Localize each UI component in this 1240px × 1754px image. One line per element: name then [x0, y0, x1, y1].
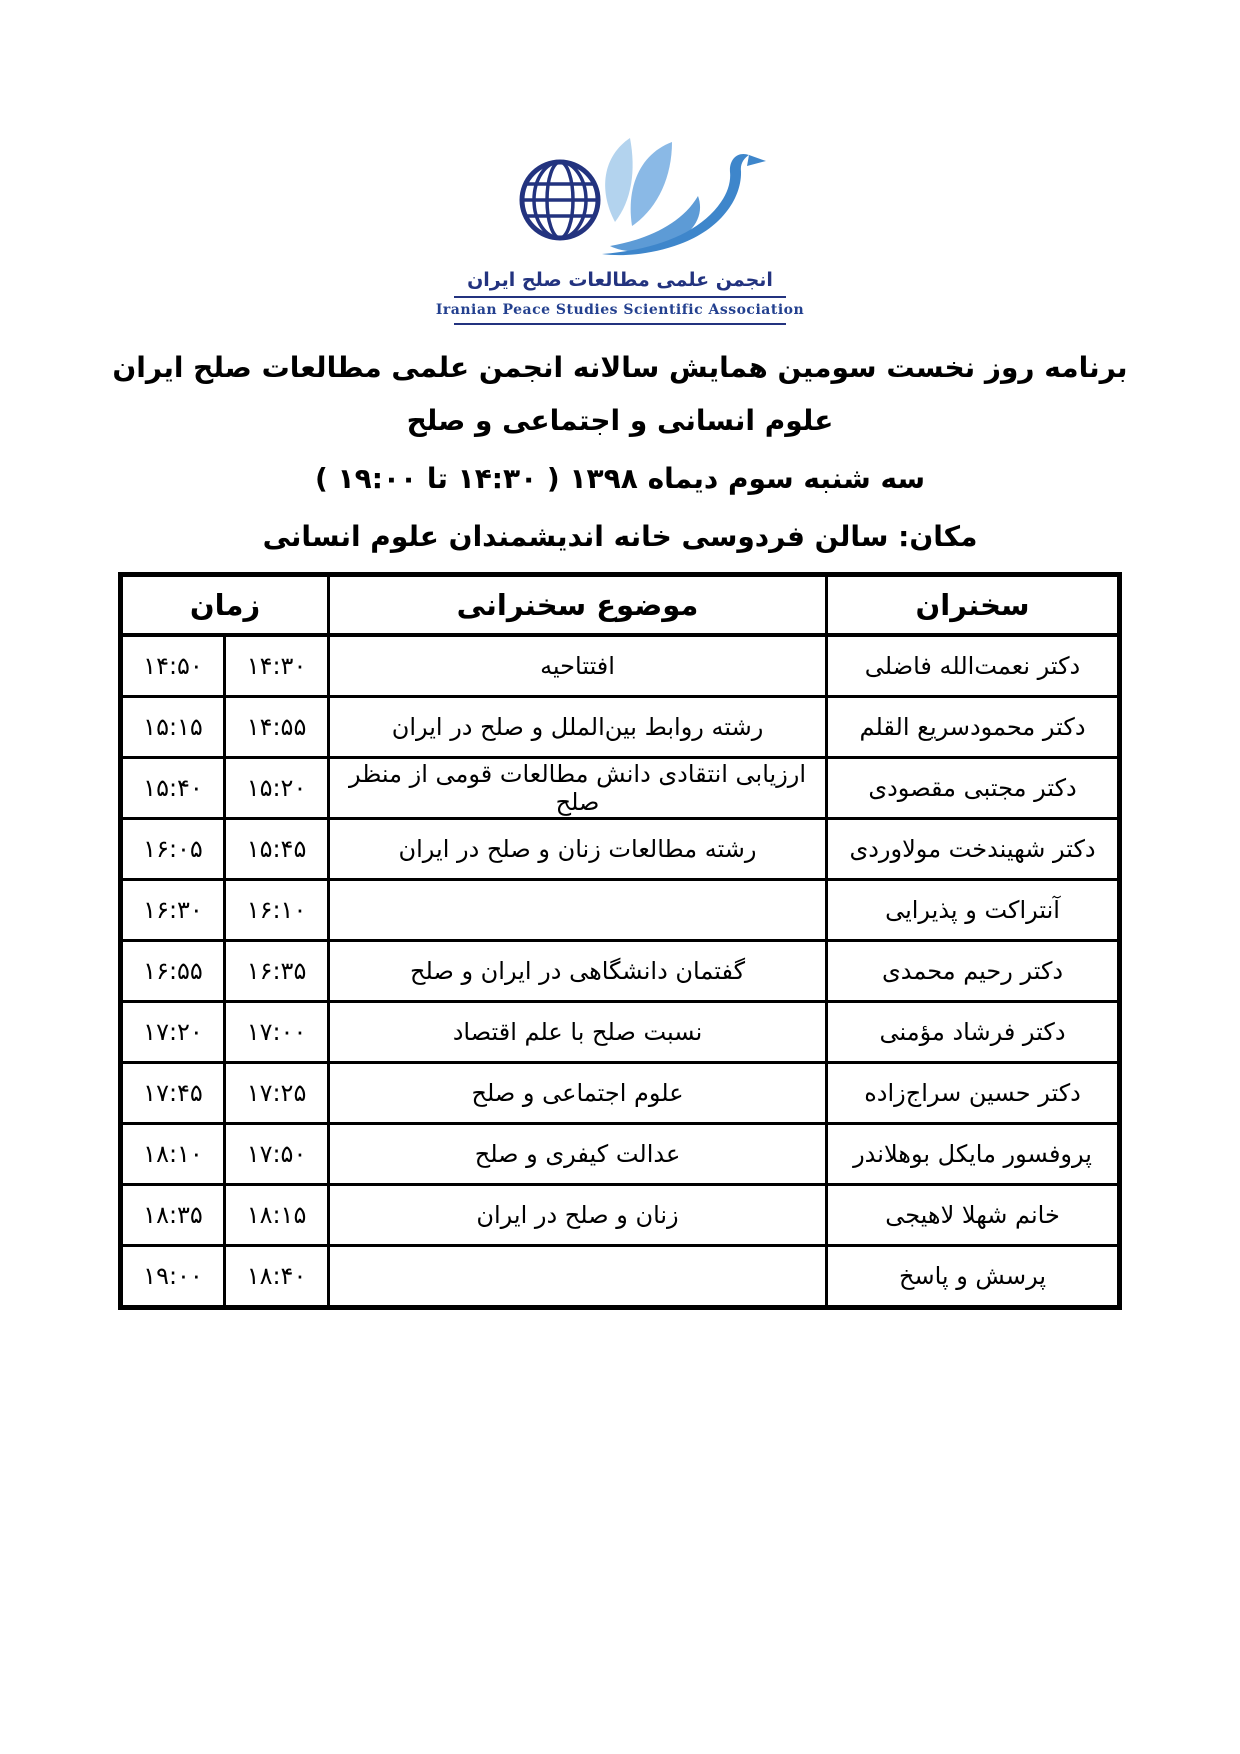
page-title: برنامه روز نخست سومین همایش سالانه انجمن علمی مطالعات صلح ایران: [112, 351, 1128, 384]
end-time-cell: ۱۹:۰۰: [121, 1246, 225, 1308]
start-time-cell: ۱۸:۱۵: [225, 1185, 329, 1246]
table-row: [121, 819, 1120, 880]
topic-cell: افتتاحیه: [329, 635, 827, 697]
end-time-cell: ۱۷:۴۵: [121, 1063, 225, 1124]
table-row: [121, 758, 1120, 819]
topic-cell: زنان و صلح در ایران: [329, 1185, 827, 1246]
start-time-cell: ۱۵:۴۵: [225, 819, 329, 880]
table-row: [121, 635, 1120, 697]
page-subtitle: علوم انسانی و اجتماعی و صلح: [406, 404, 834, 437]
time-column-header: زمان: [121, 575, 329, 636]
end-time-cell: ۱۶:۵۵: [121, 941, 225, 1002]
topic-cell: گفتمان دانشگاهی در ایران و صلح: [329, 941, 827, 1002]
end-time-cell: ۱۵:۱۵: [121, 697, 225, 758]
table-row: [121, 1063, 1120, 1124]
start-time-cell: ۱۶:۳۵: [225, 941, 329, 1002]
document-header: [0, 351, 1240, 553]
speaker-cell: دکتر مجتبی مقصودی: [827, 758, 1120, 819]
end-time-cell: ۱۴:۵۰: [121, 635, 225, 697]
end-time-cell: ۱۶:۰۵: [121, 819, 225, 880]
speaker-cell: دکتر نعمت‌الله فاضلی: [827, 635, 1120, 697]
topic-cell: رشته روابط بین‌الملل و صلح در ایران: [329, 697, 827, 758]
event-date: سه شنبه سوم دیماه ۱۳۹۸ ( ۱۴:۳۰ تا ۱۹:۰۰ ): [314, 462, 926, 495]
topic-cell: ارزیابی انتقادی دانش مطالعات قومی از منظر صلح: [329, 758, 827, 819]
table-header-row: [121, 575, 1120, 636]
table-row: [121, 880, 1120, 941]
start-time-cell: ۱۷:۰۰: [225, 1002, 329, 1063]
topic-column-header: موضوع سخنرانی: [329, 575, 827, 636]
topic-cell: علوم اجتماعی و صلح: [329, 1063, 827, 1124]
logo-divider-bottom: [454, 323, 786, 325]
start-time-cell: ۱۷:۲۵: [225, 1063, 329, 1124]
peace-association-logo-art: [440, 132, 800, 267]
event-location: مکان: سالن فردوسی خانه اندیشمندان علوم انسانی: [262, 520, 978, 553]
start-time-cell: ۱۸:۴۰: [225, 1246, 329, 1308]
speaker-cell: دکتر محمودسریع القلم: [827, 697, 1120, 758]
table-row: [121, 941, 1120, 1002]
association-logo: [0, 0, 1240, 325]
topic-cell: عدالت کیفری و صلح: [329, 1124, 827, 1185]
topic-cell: [329, 880, 827, 941]
logo-persian-name: انجمن علمی مطالعات صلح ایران: [467, 269, 773, 291]
end-time-cell: ۱۸:۱۰: [121, 1124, 225, 1185]
speaker-cell: پرسش و پاسخ: [827, 1246, 1120, 1308]
table-row: [121, 1002, 1120, 1063]
end-time-cell: ۱۵:۴۰: [121, 758, 225, 819]
start-time-cell: ۱۶:۱۰: [225, 880, 329, 941]
table-row: [121, 1246, 1120, 1308]
start-time-cell: ۱۴:۳۰: [225, 635, 329, 697]
speaker-cell: دکتر شهیندخت مولاوردی: [827, 819, 1120, 880]
table-row: [121, 697, 1120, 758]
speaker-cell: خانم شهلا لاهیجی: [827, 1185, 1120, 1246]
speaker-cell: آنتراکت و پذیرایی: [827, 880, 1120, 941]
logo-divider-top: [454, 296, 786, 298]
speaker-cell: دکتر فرشاد مؤمنی: [827, 1002, 1120, 1063]
table-row: [121, 1124, 1120, 1185]
start-time-cell: ۱۵:۲۰: [225, 758, 329, 819]
end-time-cell: ۱۶:۳۰: [121, 880, 225, 941]
speaker-cell: پروفسور مایکل بوهلاندر: [827, 1124, 1120, 1185]
schedule-table: [118, 572, 1122, 1310]
globe-icon: [522, 162, 598, 238]
speaker-column-header: سخنران: [827, 575, 1120, 636]
logo-english-name: Iranian Peace Studies Scientific Association: [435, 302, 805, 318]
topic-cell: نسبت صلح با علم اقتصاد: [329, 1002, 827, 1063]
topic-cell: رشته مطالعات زنان و صلح در ایران: [329, 819, 827, 880]
end-time-cell: ۱۸:۳۵: [121, 1185, 225, 1246]
start-time-cell: ۱۷:۵۰: [225, 1124, 329, 1185]
speaker-cell: دکتر حسین سراج‌زاده: [827, 1063, 1120, 1124]
end-time-cell: ۱۷:۲۰: [121, 1002, 225, 1063]
table-row: [121, 1185, 1120, 1246]
speaker-cell: دکتر رحیم محمدی: [827, 941, 1120, 1002]
topic-cell: [329, 1246, 827, 1308]
start-time-cell: ۱۴:۵۵: [225, 697, 329, 758]
